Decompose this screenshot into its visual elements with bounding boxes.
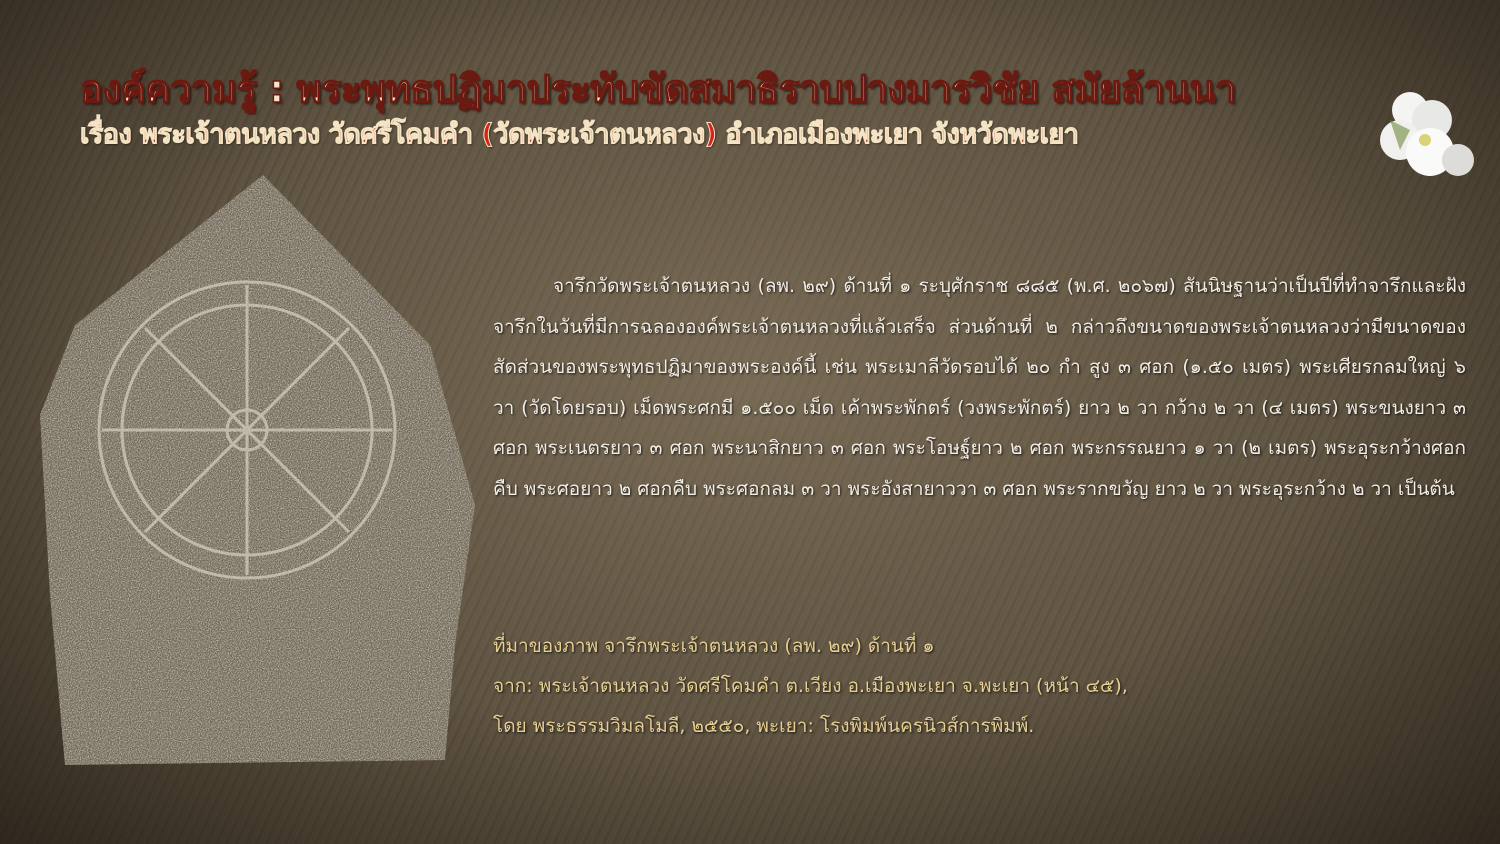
body-paragraph: จารึกวัดพระเจ้าตนหลวง (ลพ. ๒๙) ด้านที่ ๑ ระบุศักราช ๘๘๕ (พ.ศ. ๒๐๖๗) สันนิษฐานว่าเป็นปีที่ทำจารึกและฝังจารึกในวันที่มีการฉลององค์พระเจ้าตนหลวงที่แล้วเสร็จ ส่วนด้านที่ ๒ กล่าวถึงขนาดของพระเจ้าตนหลวงว่ามีขนาดของสัดส่วนของพระพุทธปฏิมาของพระองค์นี้ เช่น พระเมาลีวัดรอบได้ ๒๐ กำ สูง ๓ ศอก (๑.๕๐ เมตร) พระเศียรกลมใหญ่ ๖ วา (วัดโดยรอบ) เม็ดพระศกมี ๑.๕๐๐ เม็ด เค้าพระพักตร์ (วงพระพักตร์) ยาว ๒ วา กว้าง ๒ วา (๔ เมตร) พระขนงยาว ๓ ศอก พระเนตรยาว ๓ ศอก พระนาสิกยาว ๓ ศอก พระโอษฐ์ยาว ๒ ศอก พระกรรณยาว ๑ วา (๒ เมตร) พระอุระกว้างศอกคืบ พระศอยาว ๒ ศอกคืบ พระศอกลม ๓ วา พระอังสายาววา ๓ ศอก พระรากขวัญ ยาว ๒ วา พระอุระกว้าง ๒ วา เป็นต้น — [493, 275, 1466, 500]
image-source-citation — [493, 626, 1128, 746]
stone-inscription-image — [35, 175, 480, 770]
slide-subtitle: เรื่อง พระเจ้าตนหลวง วัดศรีโคมคำ (วัดพระเจ้าตนหลวง) อำเภอเมืองพะเยา จังหวัดพะเยา — [80, 119, 1079, 150]
body-text — [493, 266, 1466, 509]
source-line-2: จาก: พระเจ้าตนหลวง วัดศรีโคมคำ ต.เวียง อ.เมืองพะเยา จ.พะเยา (หน้า ๔๕), — [493, 675, 1128, 697]
slide-title: องค์ความรู้ : พระพุทธปฏิมาประทับขัดสมาธิราบปางมารวิชัย สมัยล้านนา — [80, 67, 1236, 111]
jasmine-flower-image — [1370, 80, 1480, 190]
source-line-3: โดย พระธรรมวิมลโมลี, ๒๕๕๐, พะเยา: โรงพิมพ์นครนิวส์การพิมพ์. — [493, 715, 1035, 737]
source-line-1: ที่มาของภาพ จารึกพระเจ้าตนหลวง (ลพ. ๒๙) ด้านที่ ๑ — [493, 635, 935, 657]
